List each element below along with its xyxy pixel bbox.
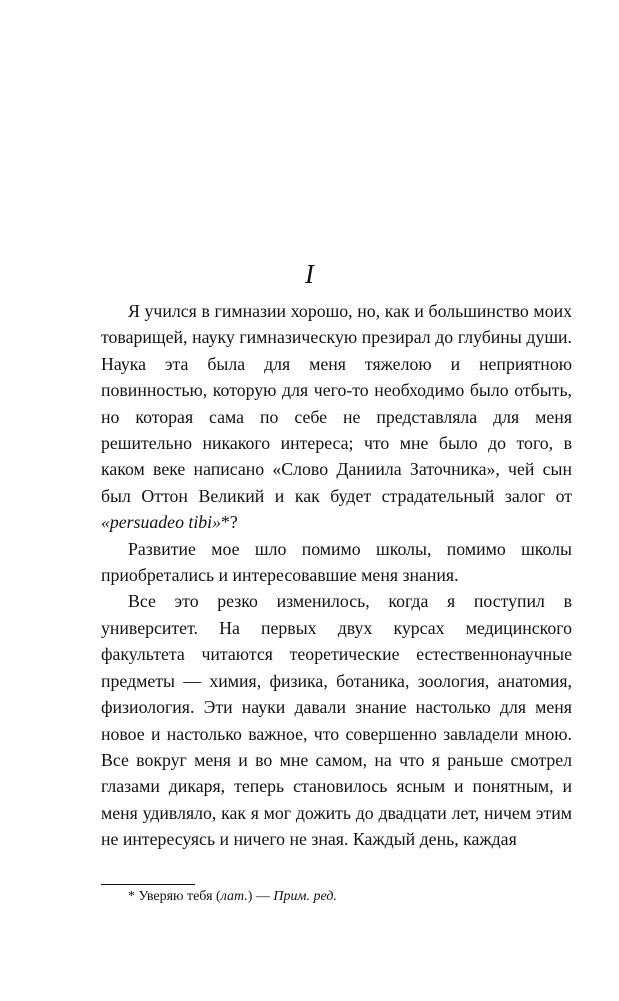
paragraph-3 bbox=[101, 588, 572, 852]
paragraph-1-footnote-ref: *? bbox=[221, 512, 238, 533]
footnote-text: Уверяю тебя ( bbox=[135, 889, 221, 904]
chapter-number: I bbox=[305, 259, 314, 289]
paragraph-2-text: Развитие мое шло помимо школы, помимо школы приобретались и интересовавшие меня знания. bbox=[101, 538, 572, 586]
footnote-marker: * bbox=[128, 889, 135, 904]
paragraph-2 bbox=[101, 536, 572, 589]
paragraph-1-latin-phrase: «persuadeo tibi» bbox=[101, 512, 222, 533]
paragraph-1 bbox=[101, 298, 572, 536]
footnote-dash: ) — bbox=[247, 889, 274, 904]
footnote-language: лат. bbox=[220, 889, 248, 904]
paragraph-1-text: Я учился в гимназии хорошо, но, как и большинство моих товарищей, науку гимназическую презирал до глубины души. Наука эта была для меня тяжелою и неприятною повинностью, которую для чего-то необходимо было отбыть, но которая сама по себе не представляла для меня решительно никакого интереса; что мне было до того, в каком веке написано «Слово Даниила Заточника», чей сын был Оттон Великий и как будет страдательный залог от bbox=[101, 301, 572, 506]
footnote-divider bbox=[101, 884, 195, 885]
paragraph-3-text: Все это резко изменилось, когда я поступил в университет. На первых двух курсах медицинского факультета читаются теоретические естественнонаучные предметы — химия, физика, ботаника, зоология, анатомия, физиология. Эти науки давали знание настолько для меня новое и настолько важное, что совершенно завладели мною. Все вокруг меня и во мне самом, на что я раньше смотрел глазами дикаря, теперь становилось ясным и понятным, и меня удивляло, как я мог дожить до двадцати лет, ничем этим не интересуясь и ничего не зная. Каждый день, каждая bbox=[101, 591, 572, 850]
body-text bbox=[101, 298, 572, 853]
footnote-editor-note: Прим. ред. bbox=[273, 889, 337, 904]
footnote bbox=[128, 888, 337, 906]
